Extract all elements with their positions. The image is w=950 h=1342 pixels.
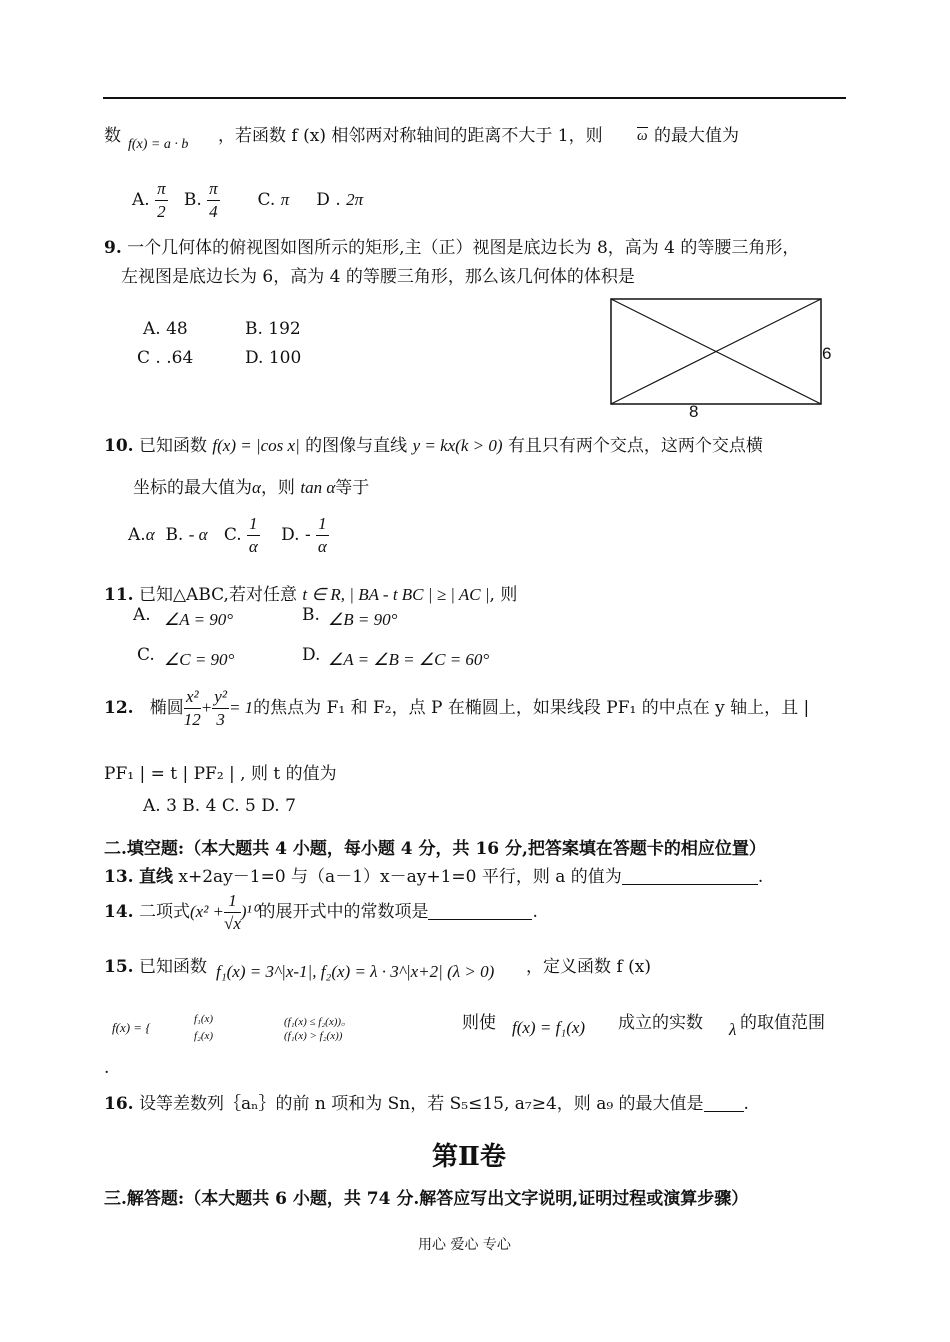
q16 <box>104 1089 749 1114</box>
fraction: $\frac{\text{y²}}{3}$ <box>214 687 227 729</box>
option-label: B. <box>165 525 184 545</box>
q12-options: A. 3 B. 4 C. 5 D. 7 <box>143 796 296 816</box>
q8-prefix: 数 <box>104 126 121 146</box>
q8-suffix: 的最大值为 <box>654 126 739 146</box>
q15-cond-2: (f₁(x) > f₂(x)) <box>284 1030 343 1042</box>
q9-option-c: C . .64 <box>137 348 194 368</box>
q14 <box>104 890 538 935</box>
answer-blank[interactable] <box>428 903 532 920</box>
q9-line1 <box>104 233 799 258</box>
q13 <box>104 862 763 887</box>
question-text: 的图像与直线 <box>305 436 408 456</box>
q10-line1 <box>104 431 763 456</box>
part-2-title: 第Ⅱ卷 <box>432 1142 506 1172</box>
q15-text-range: 的取值范围 <box>740 1013 825 1033</box>
option-label: A. <box>128 525 146 545</box>
section-2-heading: 二.填空题:（本大题共 4 小题，每小题 4 分，共 16 分,把答案填在答题卡的相应位置） <box>104 839 766 859</box>
fraction: $\frac{\text{x²}}{12}$ <box>183 687 201 729</box>
option-label: B. <box>183 190 202 210</box>
fraction: $\frac{\pi}{4}$ <box>209 179 218 221</box>
formula: = 1 <box>228 698 254 717</box>
q11-option-a-label: A. <box>133 605 151 625</box>
question-text: 直线 <box>138 867 173 887</box>
question-text: 的展开式中的常数项是 <box>258 902 429 922</box>
figure-height-label: 6 <box>822 344 832 363</box>
fraction: $\frac{1}{\alpha}$ <box>248 514 258 556</box>
page-footer: 用心 爱心 专心 <box>418 1237 511 1253</box>
formula: α <box>252 478 261 497</box>
question-text: . <box>757 867 764 887</box>
q8-text: ，若函数 f (x) 相邻两对称轴间的距离不大于 1，则 <box>218 126 603 146</box>
q10-line2 <box>133 473 369 498</box>
question-text: 已知△ABC,若对任意 <box>138 585 297 605</box>
option-label: A. <box>132 190 150 210</box>
q12-line2: PF₁ | = t | PF₂ | , 则 t 的值为 <box>104 764 337 784</box>
question-text: x+2ay－1=0 与（a－1）x－ay+1=0 平行，则 a 的值为 <box>178 867 622 887</box>
question-text: 已知函数 <box>138 957 207 977</box>
question-text: 的焦点为 F₁ 和 F₂，点 P 在椭圆上，如果线段 PF₁ 的中点在 y 轴上，且 | <box>253 698 810 718</box>
formula: tan α <box>300 478 336 497</box>
answer-blank[interactable] <box>622 868 758 885</box>
option-value: 2π <box>346 190 364 209</box>
question-number: 12. <box>104 698 134 718</box>
q15-line1-end: ，定义函数 f (x) <box>526 957 651 977</box>
question-text: 二项式 <box>138 902 190 922</box>
formula: (x² + <box>189 902 225 921</box>
q8-omega: ω <box>637 128 648 144</box>
q11-option-b-label: B. <box>302 605 320 625</box>
question-number: 13. <box>104 867 134 887</box>
q10-options <box>128 513 329 558</box>
header-rule <box>103 97 846 99</box>
q15-end: . <box>104 1058 110 1078</box>
option-label: C. <box>223 525 242 545</box>
question-number: 14. <box>104 902 134 922</box>
option-label: D . <box>316 190 341 210</box>
question-number: 16. <box>104 1094 134 1114</box>
answer-blank[interactable] <box>704 1095 744 1112</box>
q9-line2: 左视图是底边长为 6，高为 4 的等腰三角形，那么该几何体的体积是 <box>121 267 635 287</box>
q15-piece-1: f₁(x) <box>194 1013 214 1025</box>
question-text: 等于 <box>335 478 370 498</box>
question-text: ，则 <box>260 478 295 498</box>
q12-line1 <box>104 686 809 731</box>
question-number: 9. <box>104 238 122 258</box>
q15-line1 <box>104 952 207 977</box>
formula: )¹⁰ <box>240 902 259 921</box>
formula: f(x) = |cos x| <box>212 436 300 455</box>
question-text: , 则 <box>489 585 518 605</box>
q15-cond-1: (f₁(x) ≤ f₂(x))。 <box>284 1016 353 1028</box>
q11-option-d-label: D. <box>302 645 321 665</box>
formula: y = kx(k > 0) <box>412 436 503 455</box>
option-value: α <box>145 525 155 544</box>
q11-option-b: ∠B = 90° <box>328 610 398 629</box>
question-number: 11. <box>104 585 134 605</box>
q9-rectangle-figure <box>608 297 838 423</box>
q15-lambda: λ <box>729 1020 737 1039</box>
q15-formula-1: f₁(x) = 3^|x-1|, f₂(x) = λ · 3^|x+2| (λ > 0) <box>216 962 495 981</box>
option-label: C. <box>257 190 276 210</box>
q8-formula: f(x) = a · b <box>128 137 189 152</box>
formula: t ∈ R, | BA - t BC | ≥ | AC | <box>302 585 490 604</box>
q9-option-a: A. 48 <box>143 319 188 339</box>
question-text: . <box>532 902 538 922</box>
q11-option-d: ∠A = ∠B = ∠C = 60° <box>328 650 490 669</box>
q11-option-a: ∠A = 90° <box>164 610 234 629</box>
q8-options <box>132 178 363 223</box>
question-text: 有且只有两个交点，这两个交点横 <box>507 436 763 456</box>
question-text: . <box>743 1094 749 1114</box>
q15-text-then: 则使 <box>462 1013 496 1033</box>
fraction: $\frac{1}{√x}$ <box>224 891 241 933</box>
figure-width-label: 8 <box>689 402 699 421</box>
fraction: $\frac{\pi}{2}$ <box>157 179 166 221</box>
option-value: π <box>280 190 290 209</box>
q15-piecewise-lhs: f(x) = { <box>112 1020 151 1035</box>
q15-piece-2: f₂(x) <box>194 1030 214 1042</box>
question-text: 一个几何体的俯视图如图所示的矩形,主（正）视图是底边长为 8，高为 4 的等腰三角形， <box>127 238 800 258</box>
q9-option-b: B. 192 <box>245 319 301 339</box>
question-text: 设等差数列｛aₙ｝的前 n 项和为 Sn，若 S₅≤15, a₇≥4，则 a₉ 的最大值是 <box>138 1094 704 1114</box>
q11-option-c: ∠C = 90° <box>164 650 235 669</box>
option-label: D. - <box>281 525 311 545</box>
q11-line1 <box>104 580 517 605</box>
question-number: 15. <box>104 957 134 977</box>
question-number: 10. <box>104 436 134 456</box>
option-value: - α <box>188 525 208 544</box>
q9-option-d: D. 100 <box>245 348 302 368</box>
fraction: $\frac{1}{\alpha}$ <box>317 514 327 556</box>
q11-option-c-label: C. <box>137 645 155 665</box>
question-text: 已知函数 <box>138 436 207 456</box>
q15-formula-2: f(x) = f₁(x) <box>512 1018 586 1037</box>
q15-text-real: 成立的实数 <box>618 1013 703 1033</box>
question-text: 坐标的最大值为 <box>133 478 252 498</box>
formula: + <box>200 698 213 717</box>
question-text: 椭圆 <box>149 698 184 718</box>
section-3-heading: 三.解答题:（本大题共 6 小题，共 74 分.解答应写出文字说明,证明过程或演算步骤） <box>104 1189 749 1209</box>
